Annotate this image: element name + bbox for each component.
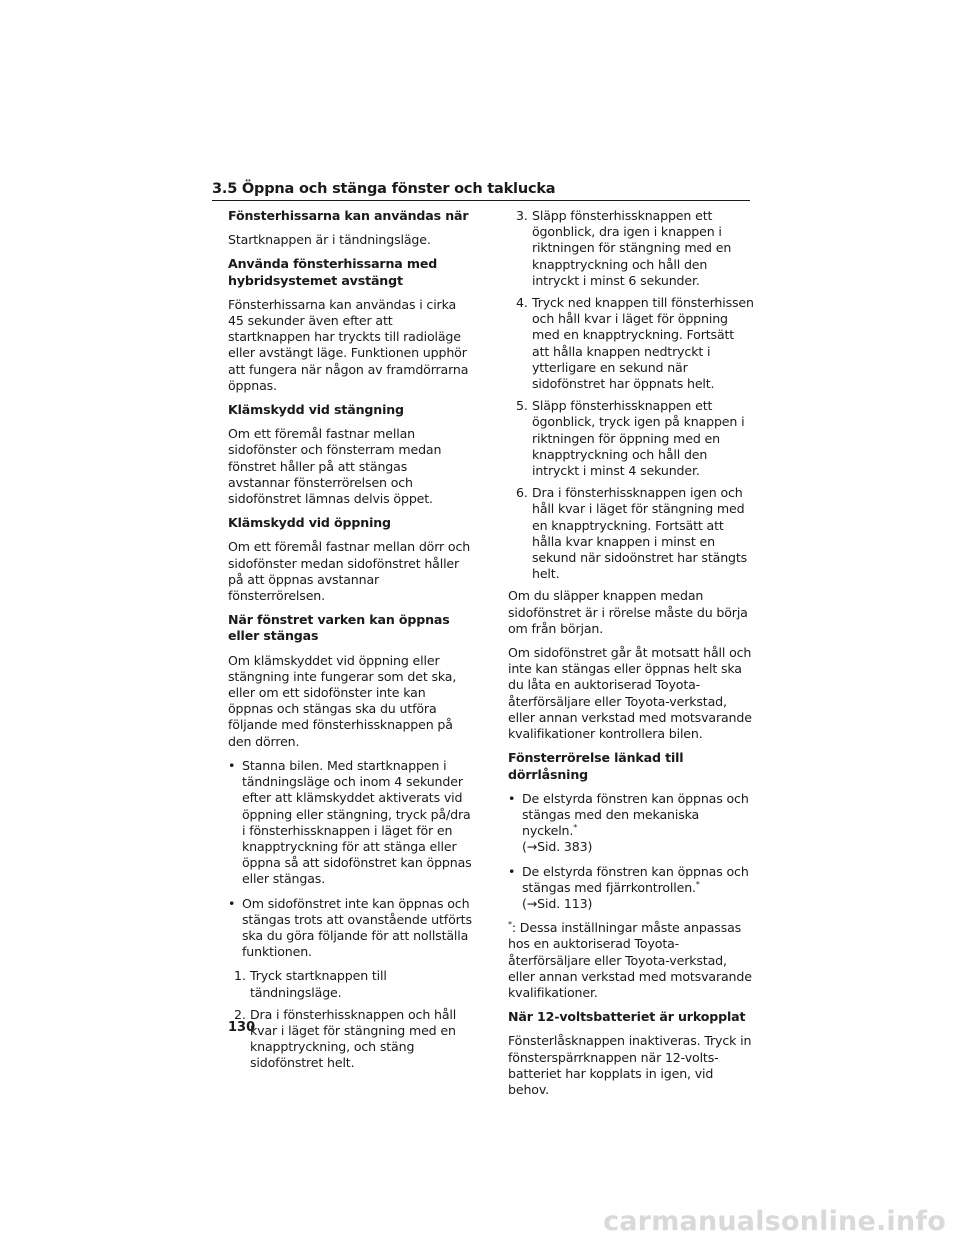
step-2: [234, 1007, 472, 1072]
paragraph-battery-disconnected: Fönsterlåsknappen inaktiveras. Tryck in fönsterspärrknappen när 12-volts-batteriet har kopplats in igen, vid behov.: [508, 1033, 752, 1097]
step-6-number: 6.: [516, 485, 528, 501]
step-1-number: 1.: [234, 968, 246, 984]
bullet-reset: • Om sidofönstret inte kan öppnas och stängas trots att ovanstående utförts ska du göra följande för att nollställa funktionen.: [228, 896, 472, 961]
step-3-number: 3.: [516, 208, 528, 223]
left-column: [228, 208, 472, 1078]
footnote: [508, 920, 754, 1001]
page-number: 130: [228, 1020, 256, 1035]
step-4-text: Tryck ned knappen till fönsterhissen och håll kvar i läget för öppning med en knapptryckning. Fortsätt att hålla knappen nedtryckt i ytterligare en sekund när sidofönstret har öppnats helt.: [532, 295, 754, 392]
footnote-text: : Dessa inställningar måste anpassas hos en auktoriserad Toyota-återförsäljare eller Toyota-verkstad, eller annan verkstad med motsvarande kvalifikationer.: [508, 920, 752, 1000]
heading-hybrid-off: Använda fönsterhissarna med hybridsystemet avstängt: [228, 256, 438, 288]
heading-pinch-close: Klämskydd vid stängning: [228, 402, 404, 418]
paragraph-contact-dealer: Om sidofönstret går åt motsatt håll och inte kan stängas eller öppnas helt ska du låta en auktoriserad Toyota-återförsäljare eller Toyota-verkstad, eller annan verkstad med motsvarande kvalifikationer kontrollera bilen.: [508, 645, 752, 742]
heading-pinch-open: Klämskydd vid öppning: [228, 515, 391, 531]
step-3-text: Släpp fönsterhissknappen ett ögonblick, dra igen i knappen i riktningen för stängning med en knapptryckning och håll den intryckt i minst 6 sekunder.: [532, 208, 732, 288]
section-header: [212, 178, 750, 201]
heading-cannot-open-close: När fönstret varken kan öppnas eller stängas: [228, 612, 450, 644]
asterisk-marker: *: [573, 822, 578, 832]
heading-door-lock-link: Fönsterrörelse länkad till dörrlåsning: [508, 750, 684, 782]
step-5-number: 5.: [516, 398, 528, 414]
paragraph-hybrid-off: Fönsterhissarna kan användas i cirka 45 sekunder även efter att startknappen har tryckts till radioläge eller avstängt läge. Funktionen upphör att fungera när någon av framdörrarna öppnas.: [228, 296, 469, 393]
heading-battery-disconnected: När 12-voltsbatteriet är urkopplat: [508, 1009, 746, 1025]
bullet-mechanical-key: [508, 791, 754, 856]
heading-when-usable: Fönsterhissarna kan användas när: [228, 208, 469, 223]
step-4: [516, 295, 754, 392]
step-6: [516, 485, 754, 582]
page-reference-link[interactable]: (→Sid. 113): [522, 895, 593, 911]
step-1: [234, 968, 472, 1000]
step-4-number: 4.: [516, 295, 528, 311]
paragraph-pinch-close: Om ett föremål fastnar mellan sidofönster och fönsterram medan fönstret håller på att stängas avstannar fönsterrörelsen och sidofönstret lämnas delvis öppet.: [228, 426, 442, 507]
asterisk-marker: *: [695, 879, 700, 889]
step-3: [516, 208, 754, 289]
bullet-remote-control: [508, 864, 754, 913]
right-column: [508, 208, 754, 1106]
watermark: carmanualsonline.info: [603, 1206, 946, 1237]
bullet-remote-control-text: De elstyrda fönstren kan öppnas och stängas med fjärrkontrollen.: [522, 863, 749, 895]
bullet-stop-car: • Stanna bilen. Med startknappen i tändningsläge och inom 4 sekunder efter att klämskyddet aktiverats vid öppning eller stängning, tryck på/dra i fönsterhissknappen i läget för en knapptryckning för att stänga eller öppna så att sidofönstret kan öppnas eller stängas.: [228, 758, 472, 888]
page-reference-link[interactable]: (→Sid. 383): [522, 839, 593, 855]
paragraph-cannot-open-close: Om klämskyddet vid öppning eller stängning inte fungerar som det ska, eller om ett sidofönster inte kan öppnas och stängas ska du utföra följande med fönsterhissknappen på den dörren.: [228, 652, 457, 749]
asterisk-marker: *: [508, 919, 512, 929]
step-1-text: Tryck startknappen till tändningsläge.: [250, 968, 387, 1000]
step-2-text: Dra i fönsterhissknappen och håll kvar i läget för stängning med en knapptryckning, och stäng sidofönstret helt.: [250, 1006, 457, 1071]
step-5: [516, 398, 754, 479]
paragraph-release-button: Om du släpper knappen medan sidofönstret är i rörelse måste du börja om från början.: [508, 588, 748, 636]
step-6-text: Dra i fönsterhissknappen igen och håll kvar i läget för stängning med en knapptryckning. Fortsätt att hålla kvar knappen i minst en sekund när sidoönstret har stängts helt.: [532, 485, 748, 582]
bullet-mechanical-key-text: De elstyrda fönstren kan öppnas och stängas med den mekaniska nyckeln.: [522, 790, 749, 839]
paragraph-pinch-open: Om ett föremål fastnar mellan dörr och sidofönster medan sidofönstret håller på att öppnas avstannar fönsterrörelsen.: [228, 539, 471, 604]
step-2-number: 2.: [234, 1006, 246, 1022]
paragraph-when-usable: Startknappen är i tändningsläge.: [228, 232, 431, 248]
step-5-text: Släpp fönsterhissknappen ett ögonblick, tryck igen på knappen i riktningen för öppning med en knapptryckning och håll den intryckt i minst 4 sekunder.: [532, 398, 745, 479]
section-title: 3.5 Öppna och stänga fönster och taklucka: [212, 181, 556, 197]
